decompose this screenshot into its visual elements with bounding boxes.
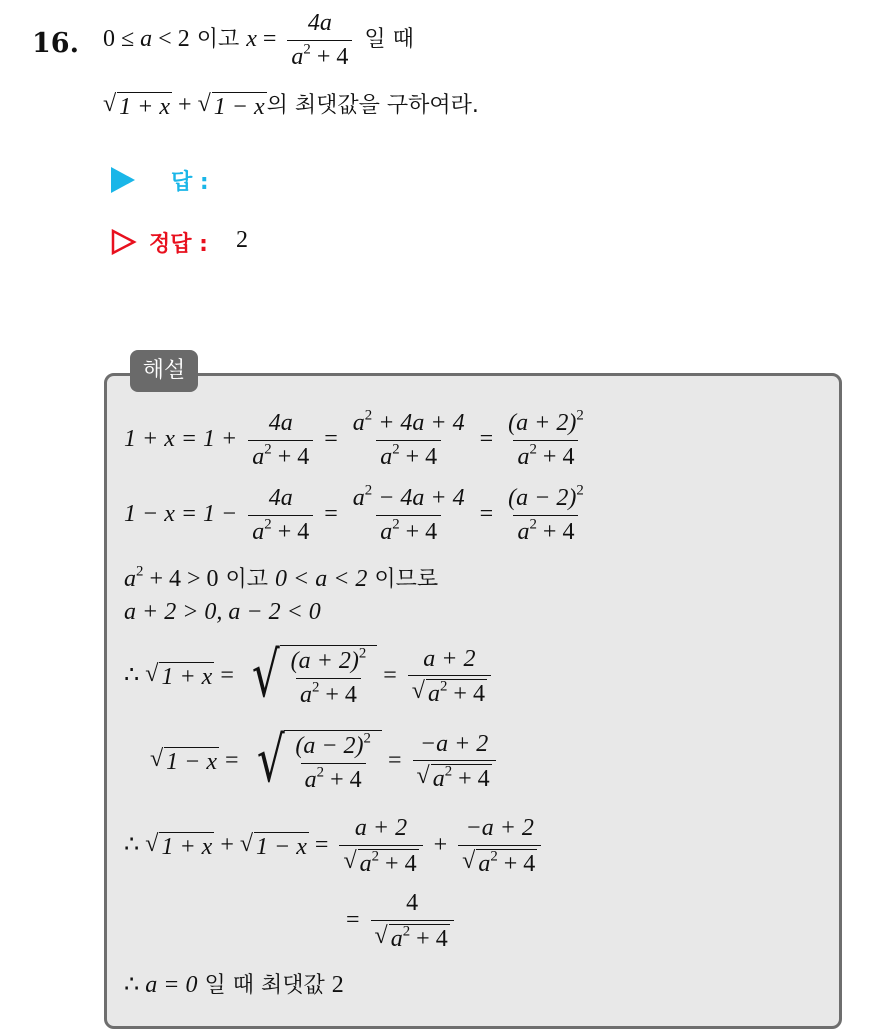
solution-line-9: ∴ a = 0 일 때 최댓값 2 [124, 972, 344, 998]
solution-line-2: 1 − x = 1 − $\frac{4a}{a^2 + 4}$ = $\frac{a^2 - 4a + 4}{a^2 + 4}$ = $\frac{(a - 2)^2}{a^2 + 4}$ [124, 482, 584, 545]
problem-number: 16. [32, 28, 79, 59]
problem-fraction: $\frac{4a}{a^2 + 4}$ [287, 10, 352, 71]
solution-line-7: ∴ √ 1 + x + √ 1 − x = a + 2 √ $a^2 + 4$ + −a + 2 √ $a^2 + 4$ [124, 815, 546, 878]
answer-label: 답 : [171, 170, 209, 195]
sqrt-1-plus-x: √ 1 + x [103, 90, 171, 120]
correct-answer-label: 정답 : [149, 232, 208, 257]
answer-arrow-icon [111, 167, 137, 193]
solution-line-1: 1 + x = 1 + $\frac{4a}{a^2 + 4}$ = $\frac{a^2 + 4a + 4}{a^2 + 4}$ = $\frac{(a + 2)^2}{a^2 + 4}$ [124, 407, 584, 470]
correct-answer-value: 2 [236, 227, 248, 253]
solution-line-5: ∴ √ 1 + x = √ $\frac{(a + 2)^2}{a^2 + 4}$ = a + 2 √ $a^2 + 4$ [124, 645, 496, 709]
problem-line-1: 0 ≤ a < 2 이고 x = $\frac{4a}{a^2 + 4}$ 일 때 [103, 10, 414, 70]
sqrt-1-minus-x: √ 1 − x [197, 90, 265, 120]
solution-line-8: = 4 √ $a^2 + 4$ [346, 890, 459, 953]
problem-line-2: √ 1 + x + √ 1 − x 의 최댓값을 구하여라. [103, 90, 479, 120]
solution-line-4: a + 2 > 0, a − 2 < 0 [124, 599, 321, 625]
solution-tag: 해설 [130, 350, 198, 392]
solution-line-6: √ 1 − x = √ $\frac{(a - 2)^2}{a^2 + 4}$ = −a + 2 √ $a^2 + 4$ [150, 730, 501, 794]
correct-arrow-icon [111, 229, 137, 255]
answer-input[interactable] [236, 160, 616, 196]
solution-line-3: $a^2 + 4 > 0$ 이고 0 < a < 2 이므로 [124, 563, 439, 592]
